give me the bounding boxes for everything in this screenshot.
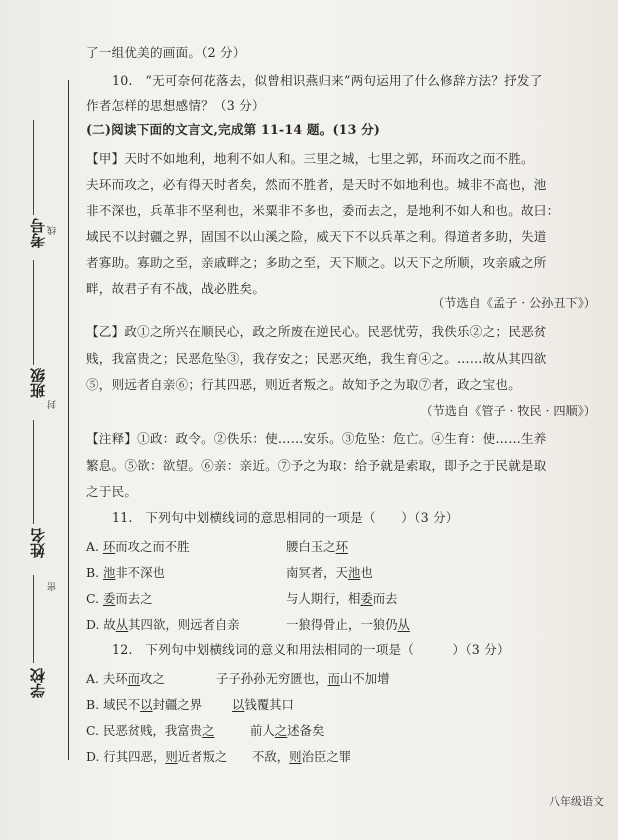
q12-option-c[interactable]: C. 民恶贫贱，我富贵之 (86, 723, 215, 738)
passage-yi-line: 【乙】政①之所兴在顺民心，政之所废在逆民心。民恶忧劳，我佚乐②之；民恶贫 (86, 324, 547, 339)
exam-no-underline (33, 120, 34, 215)
q11-option-a[interactable]: A. 环而攻之而不胜 (86, 539, 190, 554)
class-label: 班级 (29, 368, 47, 398)
q11-option-b[interactable]: B. 池非不深也 (86, 565, 165, 580)
passage-yi-line: ⑤，则远者自亲⑥；行其四恶，则近者叛之。故知予之为取⑦者，政之宝也。 (86, 377, 521, 392)
name-underline (33, 420, 34, 524)
text-line: 了一组优美的画面。（2 分） (86, 45, 246, 60)
notes-line: 之于民。 (86, 484, 138, 499)
q11-option-c[interactable]: C. 委而去之 (86, 591, 153, 606)
q11-option-d[interactable]: D. 故从其四欲，则远者自亲 (86, 617, 240, 632)
q11-option-a-compare: 腰白玉之环 (286, 539, 348, 554)
passage-jia-line: 非不深也，兵革非不坚利也，米粟非不多也，委而去之，是地利不如人和也。故曰： (86, 203, 560, 218)
passage-yi-line: 贱，我富贵之；民恶危坠③，我存安之；民恶灭绝，我生育④之。……故从其四欲 (86, 351, 547, 366)
q12-option-c-compare: 前人之述备矣 (250, 723, 325, 738)
question-10-cont: 作者怎样的思想感情？（3 分） (86, 98, 265, 113)
passage-jia-line: 者寡助。寡助之至，亲戚畔之；多助之至，天下顺之。以天下之所顺，攻亲戚之所 (86, 255, 547, 270)
cut-line-mark: 线 (48, 226, 58, 235)
binding-line (68, 80, 69, 760)
notes-line: 繁息。⑤欲：欲望。⑥亲：亲近。⑦予之为取：给予就是索取，即予之于民就是取 (86, 458, 547, 473)
secret-mark: 密 (48, 582, 58, 591)
seal-mark: 封 (48, 400, 58, 409)
q12-option-a-compare: 子子孙孙无穷匮也，而山不加增 (216, 671, 390, 686)
name-label: 姓名 (29, 528, 47, 558)
source-yi: （节选自《管子 · 牧民 · 四顺》） (420, 404, 596, 418)
passage-jia-line: 夫环而攻之，必有得天时者矣，然而不胜者，是天时不如地利也。城非不高也，池 (86, 177, 547, 192)
q12-option-a[interactable]: A. 夫环而攻之 (86, 671, 165, 686)
question-12-stem: 12. 下列句中划横线词的意义和用法相同的一项是（ ）（3 分） (112, 642, 510, 657)
question-11-stem: 11. 下列句中划横线词的意思相同的一项是（ ）（3 分） (112, 510, 459, 525)
section-title: (二)阅读下面的文言文,完成第 11-14 题。(13 分) (86, 122, 381, 137)
exam-no-label: 考号 (29, 218, 47, 248)
q11-option-c-compare: 与人期行，相委而去 (286, 591, 398, 606)
q12-option-d-compare: 不敌，则治臣之罪 (252, 749, 352, 764)
page-footer: 八年级语文 (549, 795, 604, 808)
q11-option-d-compare: 一狼得骨止，一狼仍从 (286, 617, 410, 632)
q12-option-d[interactable]: D. 行其四恶，则近者叛之 (86, 749, 228, 764)
q12-option-b-compare: 以钱覆其口 (232, 697, 294, 712)
question-10: 10. “无可奈何花落去，似曾相识燕归来”两句运用了什么修辞方法？抒发了 (112, 73, 543, 88)
school-label: 学校 (29, 668, 47, 698)
passage-jia-line: 域民不以封疆之界，固国不以山溪之险，威天下不以兵革之利。得道者多助，失道 (86, 229, 547, 244)
source-jia: （节选自《孟子 · 公孙丑下》） (432, 296, 596, 310)
passage-jia-line: 【甲】天时不如地利，地利不如人和。三里之城，七里之郭，环而攻之而不胜。 (86, 151, 534, 166)
q11-option-b-compare: 南冥者，天池也 (286, 565, 373, 580)
passage-jia-line: 畔，故君子有不战，战必胜矣。 (86, 281, 266, 296)
q12-option-b[interactable]: B. 域民不以封疆之界 (86, 697, 203, 712)
class-underline (33, 260, 34, 365)
school-underline (33, 575, 34, 663)
notes-line: 【注释】①政：政令。②佚乐：使……安乐。③危坠：危亡。④生育：使……生养 (86, 431, 547, 446)
